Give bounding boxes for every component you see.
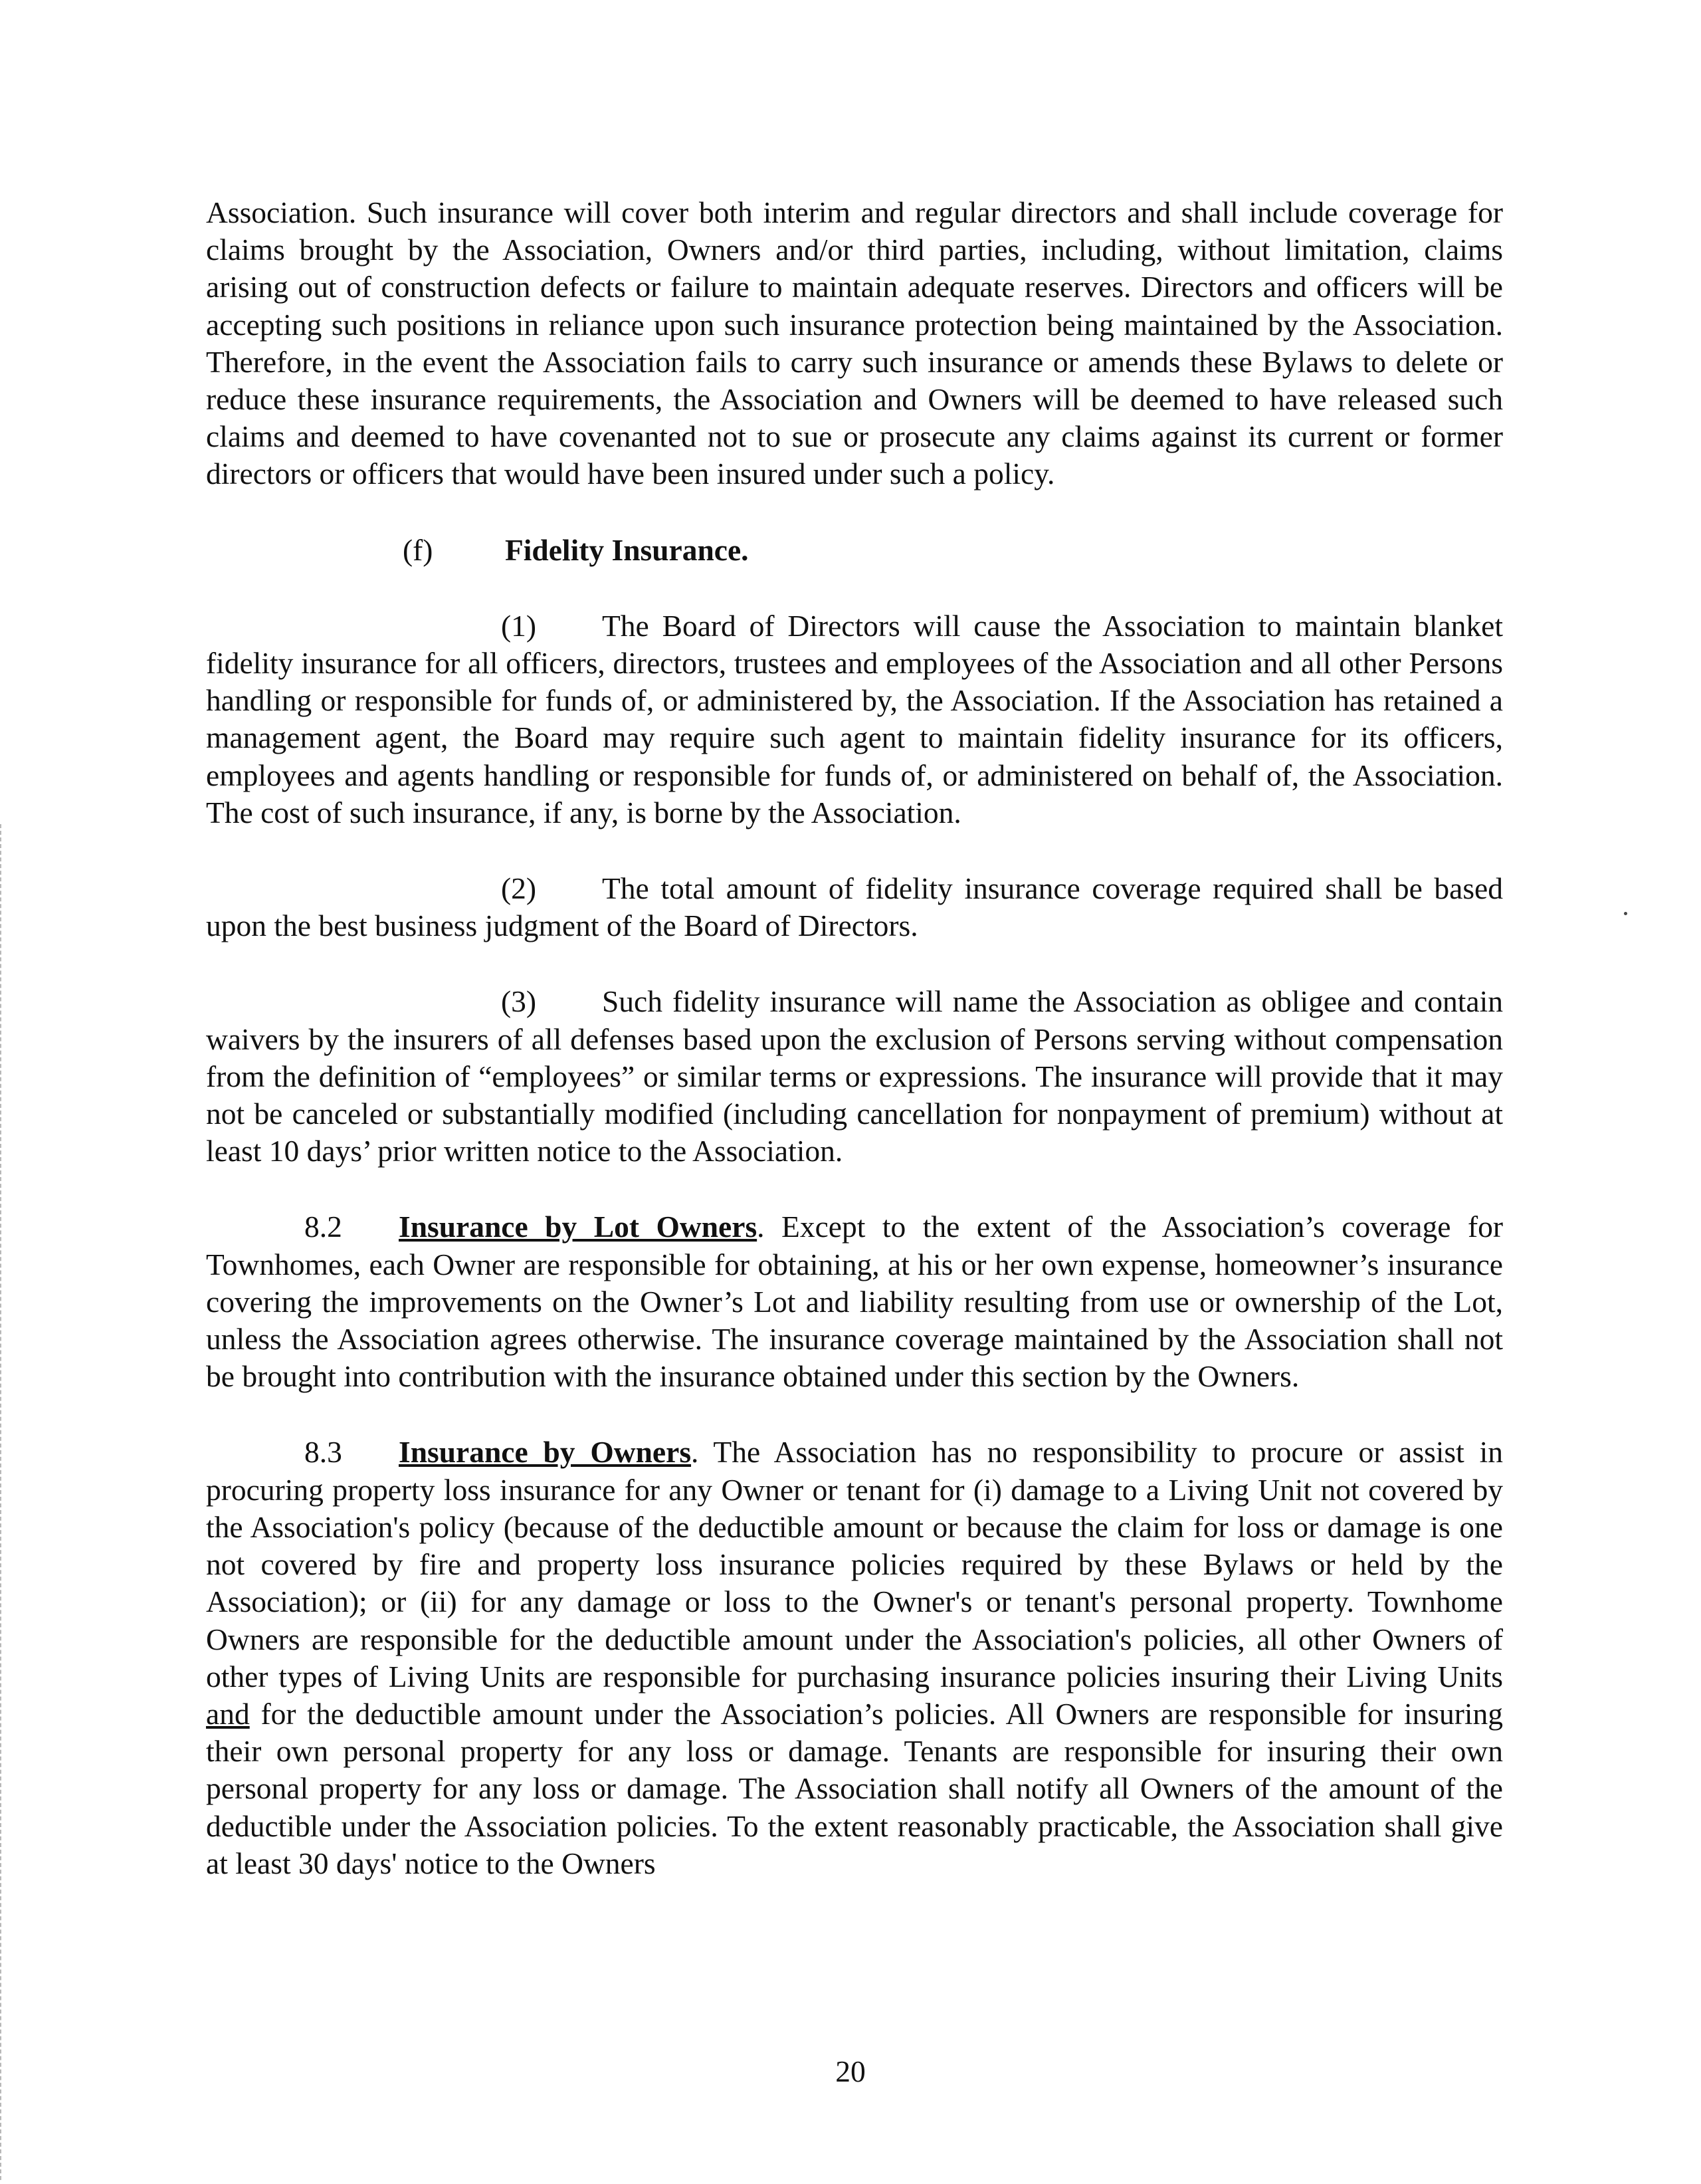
item-number: (2) <box>501 871 537 906</box>
item-text: Such fidelity insurance will name the Association as obligee and contain waivers by the insurers of all defenses based upon the exclusion of Persons serving without compensation from the definition of “employees” or similar terms or expressions. The insurance will provide that it may not be canceled or substantially modified (including cancellation for nonpayment of premium) without at least 10 days’ prior written notice to the Association. <box>206 984 1503 1168</box>
section-text: . Except to the extent of the Association’s coverage for Townhomes, each Owner are responsible for obtaining, at his or her own expense, homeowner’s insurance covering the improvements on the Owner’s Lot and liability resulting from use or ownership of the Lot, unless the Association agrees otherwise. The insurance coverage maintained by the Association shall not be brought into contribution with the insurance obtained under this section by the Owners. <box>206 1210 1503 1394</box>
section-text: . The Association has no responsibility to procure or assist in procuring property loss insurance for any Owner or tenant for (i) damage to a Living Unit not covered by the Association's policy (because of the deductible amount or because the claim for loss or damage is one not covered by fire and property loss insurance policies required by these Bylaws or held by the Association); or (ii) for any damage or loss to the Owner's or tenant's personal property. Townhome Owners are responsible for the deductible amount under the Association's policies, all other Owners of other types of Living Units are responsible for purchasing insurance policies insuring their Living Units <box>206 1435 1503 1693</box>
fidelity-item-1 <box>206 607 1503 831</box>
item-number: (3) <box>501 984 537 1019</box>
fidelity-item-3 <box>206 983 1503 1170</box>
item-number: (1) <box>501 608 537 643</box>
continuation-paragraph: Association. Such insurance will cover both interim and regular directors and shall include coverage for claims brought by the Association, Owners and/or third parties, including, without limitation, claims arising out of construction defects or failure to maintain adequate reserves. Directors and officers will be accepting such positions in reliance upon such insurance protection being maintained by the Association. Therefore, in the event the Association fails to carry such insurance or amends these Bylaws to delete or reduce these insurance requirements, the Association and Owners will be deemed to have released such claims and deemed to have covenanted not to sue or prosecute any claims against its current or former directors or officers that would have been insured under such a policy. <box>206 195 1503 491</box>
section-number: 8.3 <box>304 1435 342 1470</box>
section-number: 8.2 <box>304 1210 342 1244</box>
item-text: The total amount of fidelity insurance coverage required shall be based upon the best business judgment of the Board of Directors. <box>206 871 1503 943</box>
underlined-word: and <box>206 1696 250 1731</box>
subsection-title: Fidelity Insurance. <box>505 532 749 567</box>
subsection-heading-fidelity <box>206 532 1503 569</box>
section-title: Insurance by Lot Owners <box>399 1210 757 1244</box>
fidelity-item-2 <box>206 870 1503 944</box>
section-8-2 <box>206 1208 1503 1395</box>
section-title: Insurance by Owners <box>399 1435 692 1470</box>
subsection-label: (f) <box>403 532 433 567</box>
page-number: 20 <box>835 2054 866 2088</box>
section-text-continued: for the deductible amount under the Association’s policies. All Owners are responsible for insuring their own personal property for any loss or damage. Tenants are responsible for insuring their own personal property for any loss or damage. The Association shall notify all Owners of the amount of the deductible under the Association policies. To the extent reasonably practicable, the Association shall give at least 30 days' notice to the Owners <box>206 1696 1503 1880</box>
item-text: The Board of Directors will cause the Association to maintain blanket fidelity insurance for all officers, directors, trustees and employees of the Association and all other Persons handling or responsible for funds of, or administered by, the Association. If the Association has retained a management agent, the Board may require such agent to maintain fidelity insurance for its officers, employees and agents handling or responsible for funds of, or administered on behalf of, the Association. The cost of such insurance, if any, is borne by the Association. <box>206 608 1503 829</box>
section-8-3 <box>206 1434 1503 1882</box>
page-content <box>206 194 1503 1882</box>
scan-edge-artifact <box>0 824 4 2180</box>
scan-speck <box>1624 912 1627 915</box>
